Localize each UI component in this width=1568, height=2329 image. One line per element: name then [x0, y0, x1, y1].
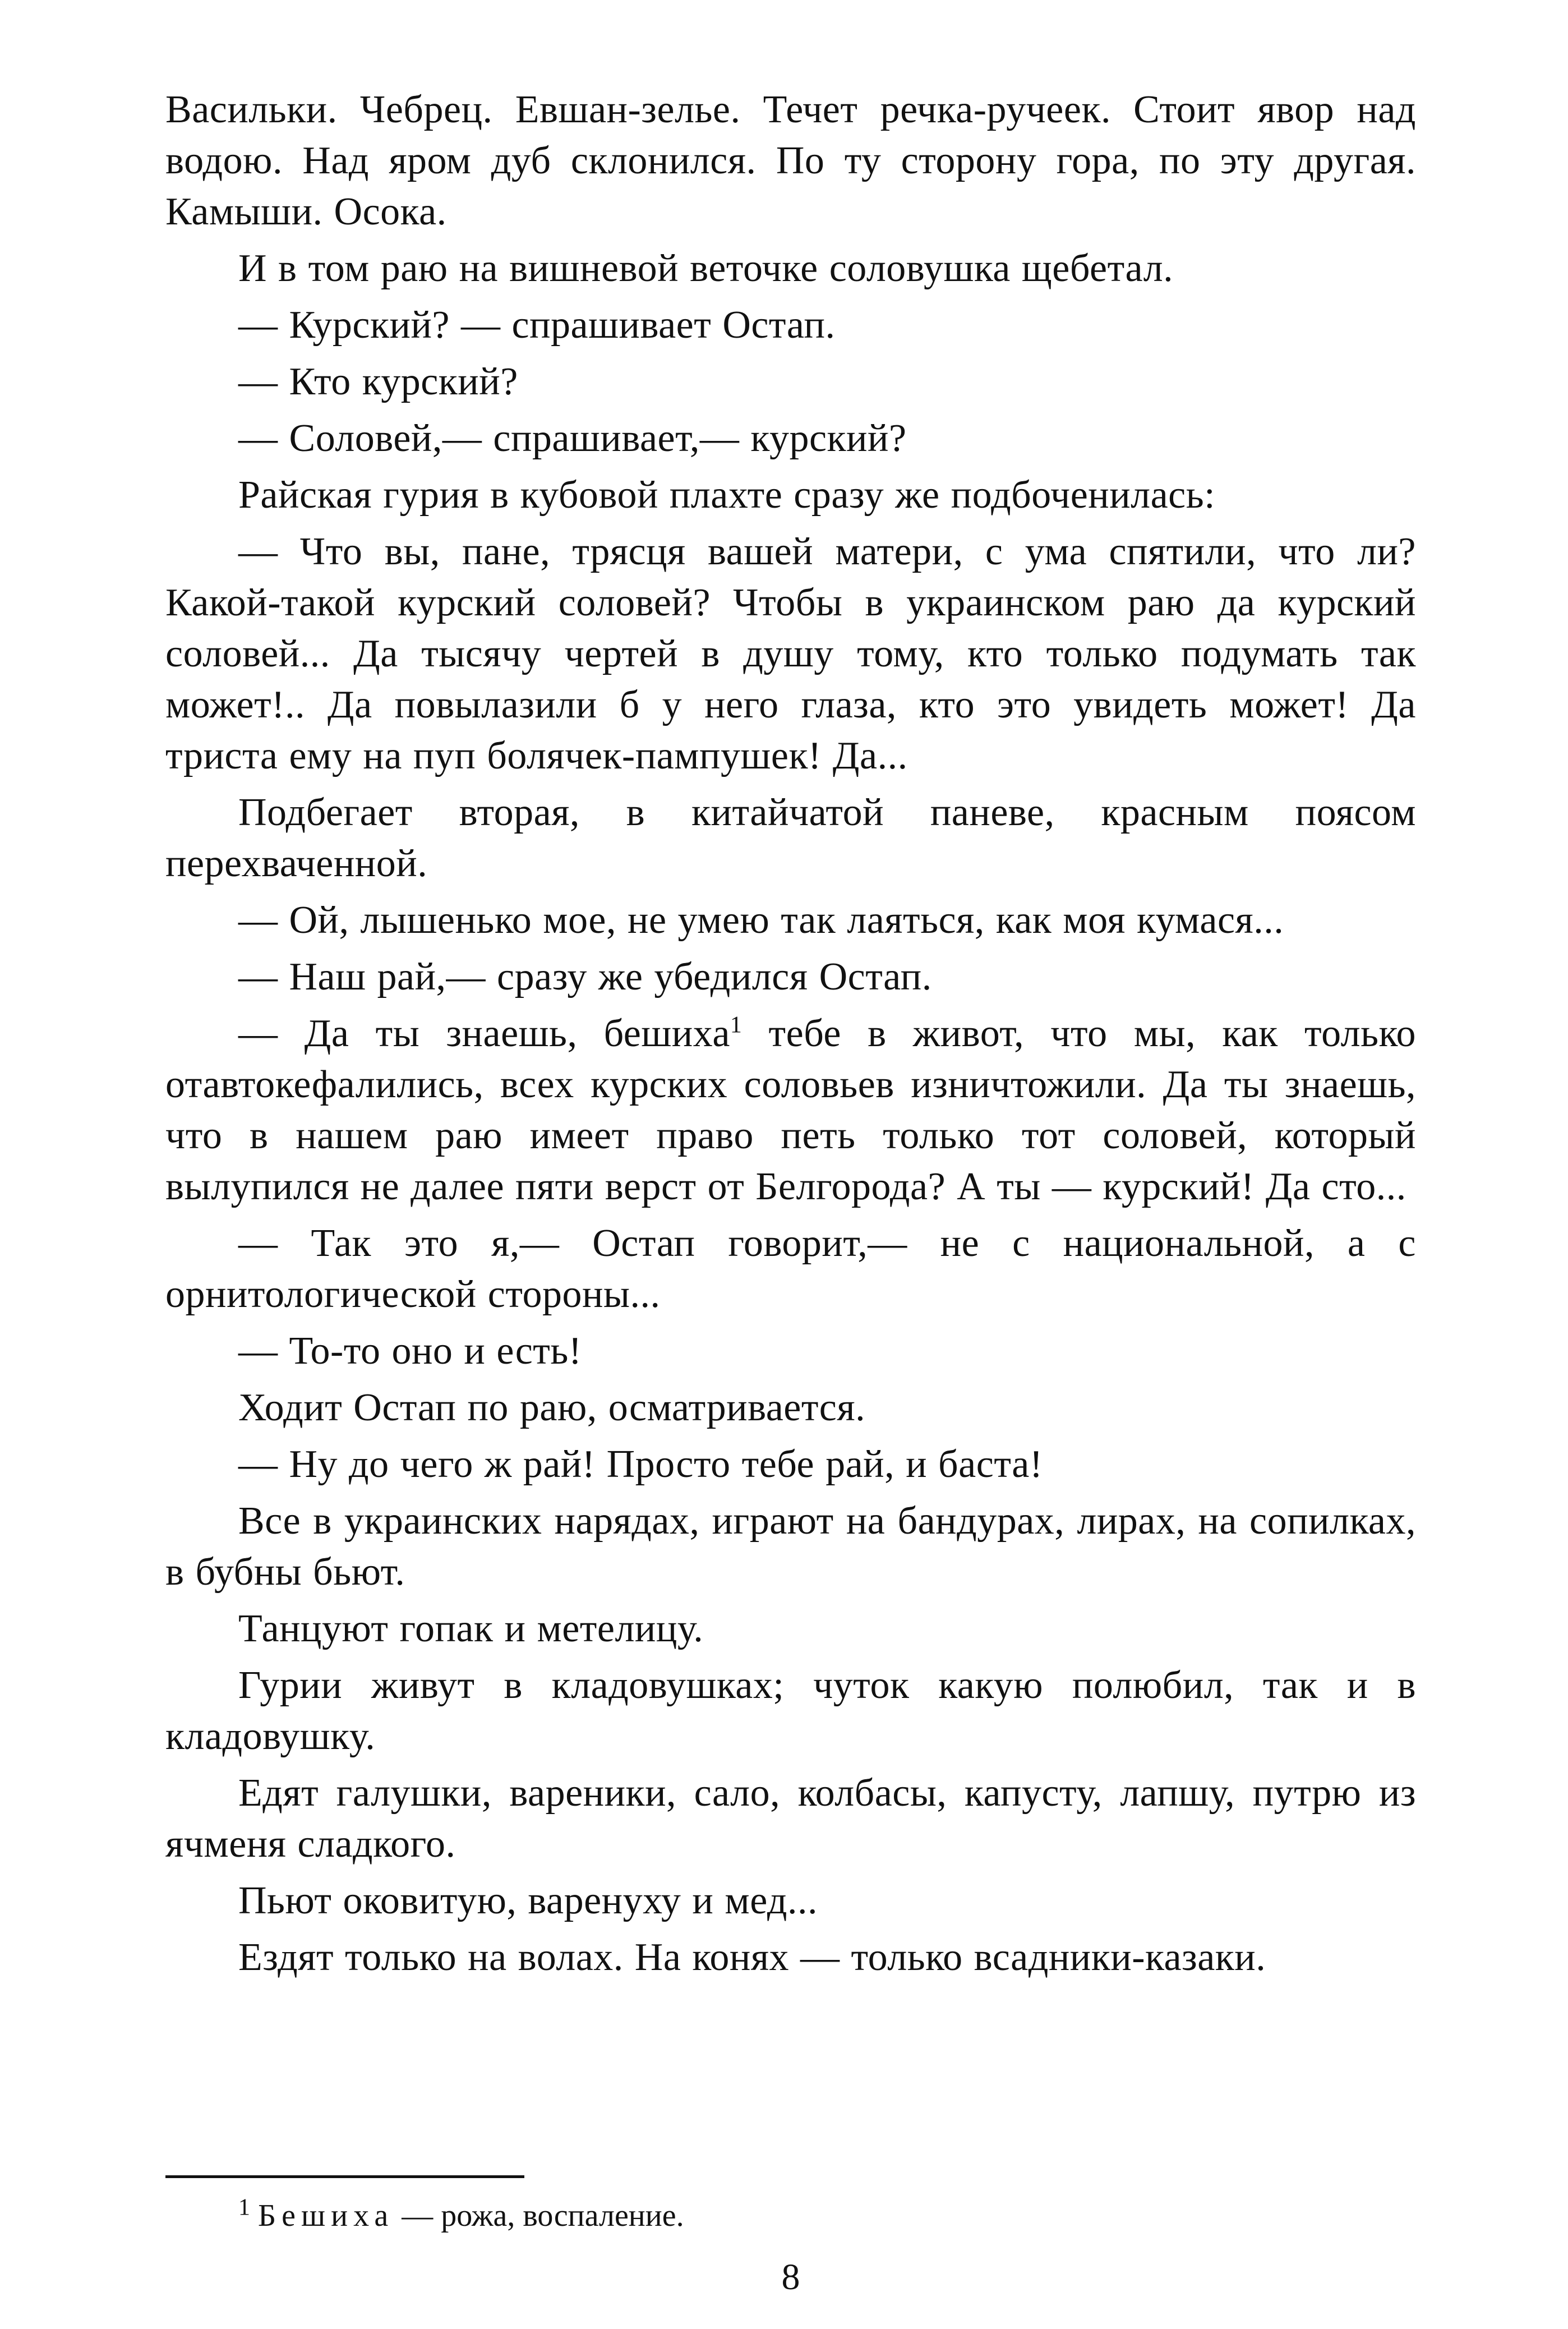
paragraph-12: — Так это я,— Остап говорит,— не с национальной, а с орнитологической стороны...	[165, 1222, 1416, 1316]
paragraph-10: — Наш рай,— сразу же убедился Остап.	[238, 955, 932, 998]
footnote-reference[interactable]: 1	[730, 1012, 743, 1038]
paragraph-4: — Кто курский?	[238, 360, 518, 403]
page-number: 8	[781, 2257, 800, 2298]
paragraph-13: — То-то оно и есть!	[238, 1329, 582, 1373]
paragraph-8: Подбегает вторая, в китайчатой паневе, красным поясом перехваченной.	[165, 791, 1416, 885]
paragraph-20: Пьют оковитую, варенуху и мед...	[238, 1879, 818, 1922]
paragraph-11-end: тебе в живот, что мы, как только отавтокефалились, всех курских соловьев изничтожили. Да ты знаешь, что в нашем раю имеет право петь только тот соловей, который вылупился не далее пяти верст от Белгорода? А ты — курский! Да сто...	[165, 1012, 1416, 1208]
paragraph-16: Все в украинских нарядах, играют на бандурах, лирах, на сопилках, в бубны бьют.	[165, 1499, 1416, 1594]
paragraph-14: Ходит Остап по раю, осматривается.	[238, 1386, 866, 1429]
paragraph-18: Гурии живут в кладовушках; чуток какую полюбил, так и в кладовушку.	[165, 1664, 1416, 1758]
book-page	[165, 84, 1416, 2298]
footnote-marker: 1	[238, 2194, 250, 2221]
paragraph-6: Райская гурия в кубовой плахте сразу же подбоченилась:	[238, 473, 1216, 517]
paragraph-19: Едят галушки, вареники, сало, колбасы, капусту, лапшу, путрю из ячменя сладкого.	[165, 1771, 1416, 1866]
footnote-divider	[165, 2175, 524, 2178]
paragraph-11	[165, 1008, 1416, 1212]
paragraph-21: Ездят только на волах. На конях — только всадники-казаки.	[238, 1936, 1266, 1979]
paragraph-11-start: — Да ты знаешь, бешиха	[238, 1012, 730, 1055]
paragraph-15: — Ну до чего ж рай! Просто тебе рай, и баста!	[238, 1443, 1043, 1486]
paragraph-5: — Соловей,— спрашивает,— курский?	[238, 417, 907, 460]
paragraph-7: — Что вы, пане, трясця вашей матери, с ума спятили, что ли? Какой-такой курский соловей? Чтобы в украинском раю да курский соловей... Да тысячу чертей в душу тому, кто только подумать так может!.. Да повылазили б у него глаза, кто это увидеть может! Да триста ему на пуп болячек-пампушек! Да...	[165, 530, 1416, 777]
paragraph-17: Танцуют гопак и метелицу.	[238, 1607, 704, 1650]
body-text	[165, 84, 1416, 1983]
footnote	[238, 2196, 684, 2235]
footnote-term: Бешиха	[258, 2198, 394, 2233]
paragraph-2: И в том раю на вишневой веточке соловушка щебетал.	[238, 247, 1174, 290]
paragraph-3: — Курский? — спрашивает Остап.	[238, 303, 836, 347]
paragraph-1: Васильки. Чебрец. Евшан-зелье. Течет речка-ручеек. Стоит явор над водою. Над яром дуб склонился. По ту сторону гора, по эту другая. Камыши. Осока.	[165, 88, 1416, 233]
footnote-definition: — рожа, воспаление.	[394, 2198, 684, 2233]
paragraph-9: — Ой, лышенько мое, не умею так лаяться, как моя кумася...	[238, 899, 1284, 942]
